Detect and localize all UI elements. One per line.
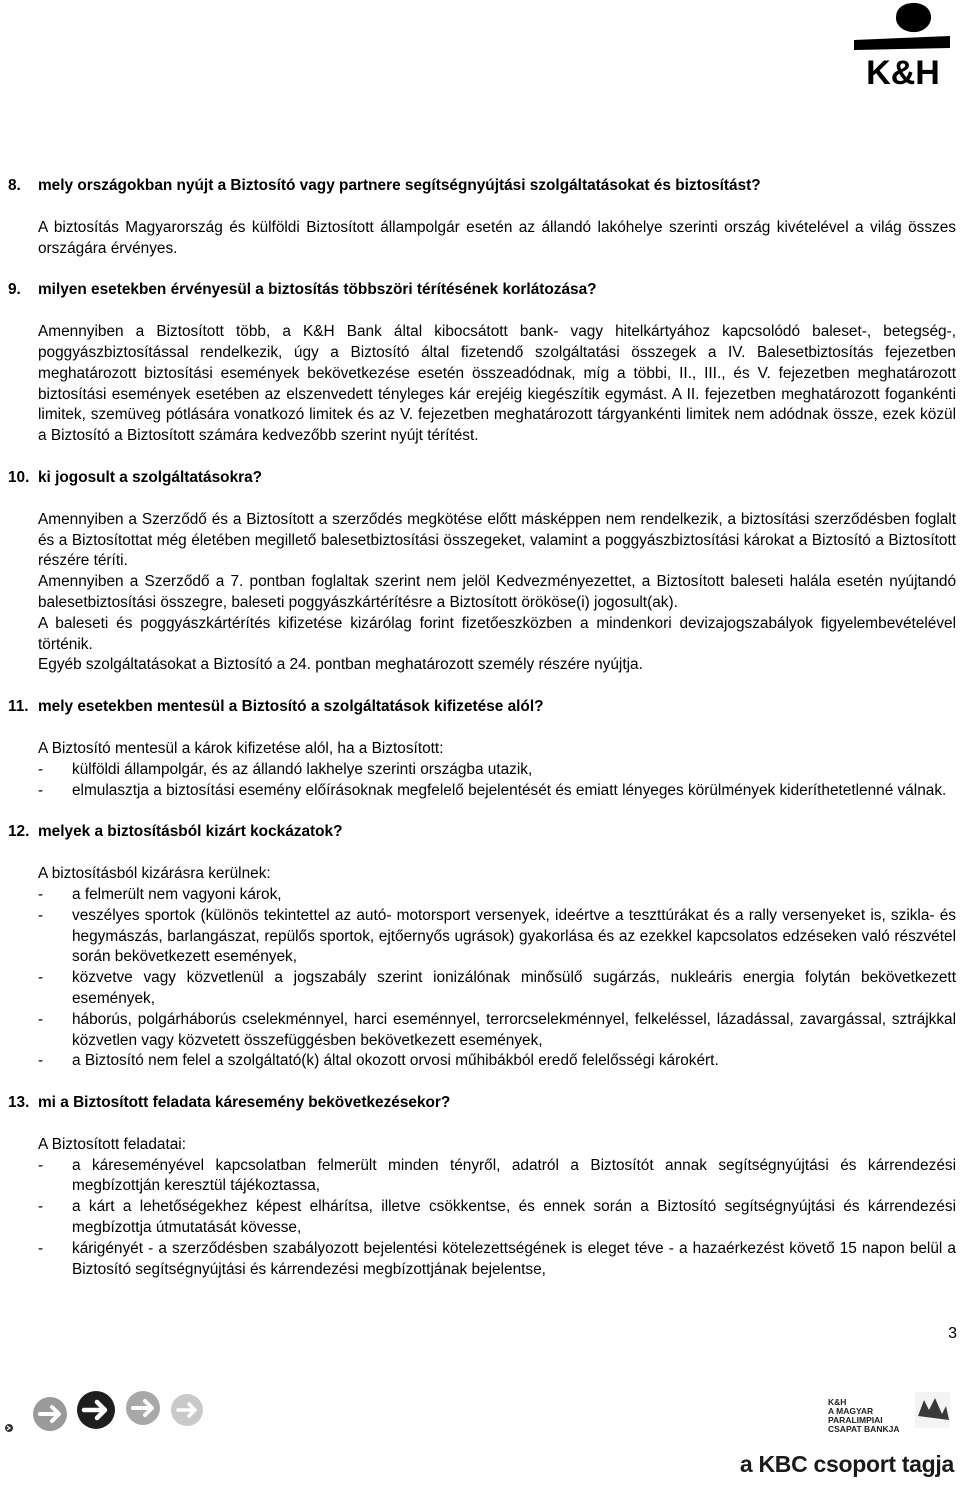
list-item-text: közvetve vagy közvetlenül a jogszabály szerint ionizálónak minősülő sugárzás, nukleáris energia folytán bekövetkezett események, [72, 969, 956, 1007]
list-intro: A biztosításból kizárásra kerülnek: [38, 865, 271, 883]
kbc-tagline: a KBC csoport tagja [739, 1451, 954, 1477]
exclusion-list [38, 885, 956, 1072]
question-10-answer [38, 510, 956, 676]
question-title: mely esetekben mentesül a Biztosító a szolgáltatások kifizetése alól? [38, 698, 544, 716]
logo-text: K&H [866, 54, 940, 92]
list-item [38, 885, 956, 906]
list-marker: - [38, 1156, 44, 1174]
question-8-answer [38, 218, 956, 260]
exemption-list [38, 760, 956, 802]
list-item-text: kárigényét - a szerződésben szabályozott bejelentési kötelezettségének is eleget téve - a hazaérkezést követő 15 napon belül a Biztosító segítségnyújtási és kárrendezési megbízottjának bejelentse, [72, 1239, 956, 1278]
list-item-text: veszélyes sportok (különös tekintettel az autó- motorsport versenyek, ideértve a teszttúrákat és a rally versenyeket is, szikla- és hegymászás, barlangászat, repülős sportok, ejtőernyős ugrások) gyakorlása és az ezekkel kapcsolatos edzéseken való részvétel során bekövetkezett események, [72, 906, 956, 966]
list-marker: - [38, 885, 44, 903]
arrow-circle-icon [77, 1391, 115, 1429]
list-intro: A Biztosító mentesül a károk kifizetése alól, ha a Biztosított: [38, 739, 444, 757]
arrow-circle-icon [171, 1394, 203, 1426]
question-title: mely országokban nyújt a Biztosító vagy partnere segítségnyújtási szolgáltatásokat és biztosítást? [38, 177, 761, 194]
question-11-heading [8, 697, 956, 718]
arrow-circle-icon [33, 1397, 67, 1431]
list-item-text: a kárt a lehetőségekhez képest elhárítsa, illetve csökkentse, és ennek során a Biztosító segítségnyújtási és kárrendezési megbízottja útmutatását kövesse, [72, 1198, 956, 1237]
list-item [38, 781, 956, 802]
list-item-text: a felmerült nem vagyoni károk, [72, 885, 282, 903]
answer-paragraph: A baleseti és poggyászkártérítés kifizetése kizárólag forint fizetőeszközben a mindenkori devizajogszabályok figyelembevételével történik. [38, 614, 956, 653]
question-12-answer [38, 864, 956, 1072]
list-item [38, 1051, 956, 1072]
badge-line: A MAGYAR [828, 1406, 874, 1416]
question-number: 11. [8, 698, 29, 716]
answer-paragraph: Amennyiben a Szerződő a 7. pontban foglaltak szerint nem jelöl Kedvezményezettet, a Biztosított baleseti halála esetén nyújtandó balesetbiztosítási összegre, baleseti poggyászkártérítésre a Biztosított örököse(i) jogosult(ak). [38, 573, 956, 611]
badge-line: CSAPAT BANKJA [828, 1424, 900, 1434]
list-item [38, 1010, 956, 1052]
question-title: melyek a biztosításból kizárt kockázatok? [38, 823, 343, 841]
list-item-text: a Biztosító nem felel a szolgáltató(k) által okozott orvosi műhibákból eredő felelősségi károkért. [72, 1052, 719, 1070]
list-item [38, 968, 956, 1010]
paralympic-badge [820, 1386, 956, 1434]
list-item-text: háborús, polgárháborús cselekménnyel, harci eseménnyel, terrorcselekménnyel, felkeléssel, lázadással, zavargással, sztrájkkal közvetlen vagy közvetett összefüggésben bekövetkezett események, [72, 1010, 956, 1049]
question-number: 9. [8, 281, 21, 299]
question-title: ki jogosult a szolgáltatásokra? [38, 468, 263, 486]
list-item [38, 760, 956, 781]
question-13-answer [38, 1135, 956, 1281]
list-marker: - [38, 1052, 44, 1070]
question-10-heading [8, 468, 956, 489]
document-body [8, 176, 956, 1280]
list-marker: - [38, 781, 44, 799]
list-item [38, 906, 956, 968]
question-9-heading [8, 280, 956, 301]
list-item [38, 1156, 956, 1198]
page-number: 3 [948, 1325, 957, 1342]
question-9-answer [38, 322, 956, 447]
duties-list [38, 1156, 956, 1281]
question-8-heading [8, 176, 956, 197]
answer-paragraph: A biztosítás Magyarország és külföldi Biztosított állampolgár esetén az állandó lakóhelye szerinti ország kivételével a világ összes országára érvényes. [38, 218, 956, 257]
list-marker: - [38, 1198, 44, 1216]
arrow-circle-icon [126, 1391, 160, 1425]
list-item-text: elmulasztja a biztosítási esemény előírásoknak megfelelő bejelentését és emiatt lényeges körülmények kideríthetetlenné válnak. [72, 781, 947, 799]
list-marker: - [38, 760, 44, 778]
question-title: mi a Biztosított feladata káresemény bekövetkezésekor? [38, 1094, 451, 1112]
question-title: milyen esetekben érvényesül a biztosítás többszöri térítésének korlátozása? [38, 281, 597, 299]
list-item-text: a káreseményével kapcsolatban felmerült minden tényről, adatról a Biztosítót annak segítségnyújtási és kárrendezési megbízottján keresztül tájékoztassa, [72, 1156, 956, 1195]
answer-paragraph: Amennyiben a Biztosított több, a K&H Bank által kibocsátott bank- vagy hitelkártyához kapcsolódó baleset-, betegség-, poggyászbiztosítással rendelkezik, úgy a Biztosító által fizetendő szolgáltatási összegek a IV. Balesetbiztosítás fejezetben meghatározott biztosítási események bekövetkezése esetén összeadódnak, míg a többi, II., III., és V. fejezetben meghatározott biztosítási események esetében az elszenvedett tényleges kár erejéig kiegészítik egymást. A II. fejezetben meghatározott fogankénti limitek, szemüveg pótlására vonatkozó limitek és az V. fejezetben meghatározott tárgyankénti limitek nem adódnak össze, ezek közül a Biztosító a Biztosított számára kedvezőbb szerint nyújt térítést. [38, 323, 956, 445]
kh-logo [846, 0, 960, 92]
question-number: 8. [8, 177, 21, 194]
list-item [38, 1239, 956, 1281]
list-marker: - [38, 1239, 44, 1257]
small-arrow-icon [5, 1424, 13, 1432]
question-11-answer [38, 739, 956, 801]
list-item-text: külföldi állampolgár, és az állandó lakhelye szerinti országba utazik, [72, 760, 533, 778]
list-intro: A Biztosított feladatai: [38, 1135, 187, 1153]
question-13-heading [8, 1093, 956, 1114]
question-number: 10. [8, 468, 30, 486]
footer-arrow-icons [0, 1386, 300, 1446]
list-marker: - [38, 969, 44, 987]
badge-line: K&H [828, 1397, 847, 1407]
badge-line: PARALIMPIAI [828, 1415, 883, 1425]
list-marker: - [38, 906, 44, 924]
question-number: 13. [8, 1094, 30, 1112]
list-item [38, 1197, 956, 1239]
list-marker: - [38, 1010, 44, 1028]
answer-paragraph: Egyéb szolgáltatásokat a Biztosító a 24. pontban meghatározott személy részére nyújtja. [38, 656, 643, 674]
answer-paragraph: Amennyiben a Szerződő és a Biztosított a szerződés megkötése előtt másképpen nem rendelkezik, a biztosítási szerződésben foglalt és a Biztosítottat még életében megillető balesetbiztosítási összegeket, valamint a poggyászbiztosítási károkat a Biztosító a Biztosított részére téríti. [38, 510, 956, 570]
question-12-heading [8, 822, 956, 843]
question-number: 12. [8, 823, 30, 841]
